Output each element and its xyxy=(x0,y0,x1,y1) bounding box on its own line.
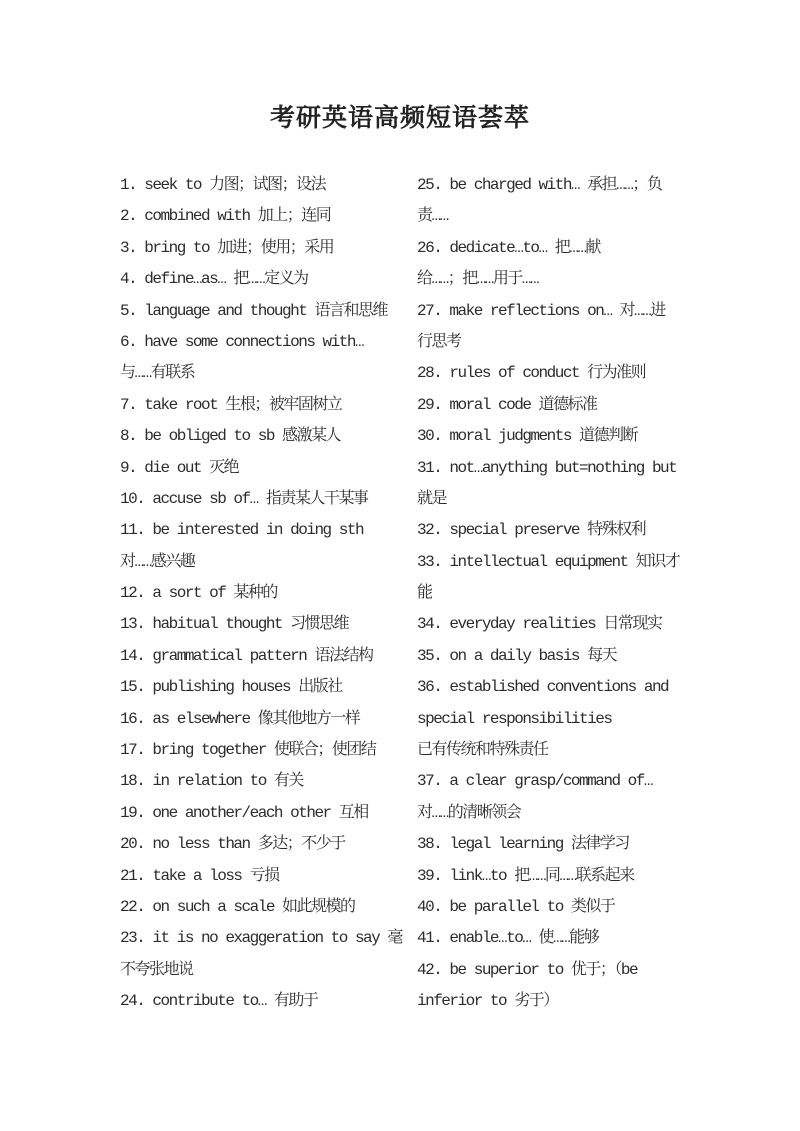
phrase-line: 12. a sort of 某种的 xyxy=(120,584,277,603)
phrase-line: 能 xyxy=(417,584,432,603)
phrase-line: 13. habitual thought 习惯思维 xyxy=(120,615,349,634)
phrase-line: 9. die out 灭绝 xyxy=(120,458,239,477)
phrase-line: 10. accuse sb of… 指责某人干某事 xyxy=(120,489,368,508)
phrase-line: 已有传统和特殊责任 xyxy=(417,741,548,760)
phrase-line: 18. in relation to 有关 xyxy=(120,772,303,791)
phrase-line: 6. have some connections with… xyxy=(120,332,364,351)
phrase-line: 对……感兴趣 xyxy=(120,552,195,571)
phrase-line: 14. grammatical pattern 语法结构 xyxy=(120,646,373,665)
phrase-line: 8. be obliged to sb 感激某人 xyxy=(120,427,341,446)
phrase-line: 31. not…anything but=nothing but xyxy=(417,458,677,477)
phrase-line: 35. on a daily basis 每天 xyxy=(417,646,617,665)
phrase-line: 28. rules of conduct 行为准则 xyxy=(417,364,646,383)
phrase-line: 32. special preserve 特殊权利 xyxy=(417,521,646,540)
phrase-line: 29. moral code 道德标准 xyxy=(417,395,597,414)
phrase-line: 21. take a loss 亏损 xyxy=(120,866,279,885)
phrase-line: 33. intellectual equipment 知识才 xyxy=(417,552,680,571)
phrase-line: 责…… xyxy=(417,207,448,226)
phrase-line: 22. on such a scale 如此规模的 xyxy=(120,897,355,916)
phrase-column-right xyxy=(417,170,727,1018)
document-title: 考研英语高频短语荟萃 xyxy=(269,104,530,132)
phrase-line: 不夸张地说 xyxy=(120,960,193,979)
phrase-line: 26. dedicate…to… 把……献 xyxy=(417,238,600,257)
phrase-line: 16. as elsewhere 像其他地方一样 xyxy=(120,709,360,728)
phrase-line: 24. contribute to… 有助于 xyxy=(120,992,318,1011)
phrase-line: 27. make reflections on… 对……进 xyxy=(417,301,665,320)
phrase-line: 4. define…as… 把……定义为 xyxy=(120,270,308,289)
phrase-line: 5. language and thought 语言和思维 xyxy=(120,301,387,320)
phrase-line: 行思考 xyxy=(417,332,461,351)
phrase-line: 39. link…to 把……同……联系起来 xyxy=(417,866,634,885)
phrase-line: 1. seek to 力图；试图；设法 xyxy=(120,176,326,194)
phrase-line: 就是 xyxy=(417,489,447,508)
phrase-line: 17. bring together 使联合；使团结 xyxy=(120,741,376,760)
phrase-line: 37. a clear grasp/command of… xyxy=(417,772,652,791)
phrase-line: 38. legal learning 法律学习 xyxy=(417,835,629,854)
phrase-line: 34. everyday realities 日常现实 xyxy=(417,615,662,634)
phrase-line: 对……的清晰领会 xyxy=(417,803,521,822)
phrase-line: 19. one another/each other 互相 xyxy=(120,803,368,822)
phrase-line: 3. bring to 加进；使用；采用 xyxy=(120,238,334,257)
phrase-line: inferior to 劣于） xyxy=(417,992,558,1011)
phrase-line: 30. moral judgments 道德判断 xyxy=(417,427,638,446)
phrase-column-left xyxy=(120,170,414,1018)
phrase-line: 23. it is no exaggeration to say 毫 xyxy=(120,929,402,948)
phrase-line: 25. be charged with… 承担……；负 xyxy=(417,176,662,194)
phrase-line: 与……有联系 xyxy=(120,364,195,383)
phrase-line: 11. be interested in doing sth xyxy=(120,521,364,540)
phrase-line: 给……；把……用于…… xyxy=(417,270,539,289)
phrase-line: 40. be parallel to 类似于 xyxy=(417,897,615,916)
phrase-line: 41. enable…to… 使……能够 xyxy=(417,929,599,948)
phrase-line: 15. publishing houses 出版社 xyxy=(120,678,342,697)
phrase-line: 42. be superior to 优于；（be xyxy=(417,960,638,979)
phrase-line: special responsibilities xyxy=(417,709,612,728)
phrase-line: 20. no less than 多达；不少于 xyxy=(120,835,345,854)
phrase-line: 7. take root 生根；被牢固树立 xyxy=(120,395,342,414)
phrase-line: 36. established conventions and xyxy=(417,678,669,697)
phrase-line: 2. combined with 加上；连同 xyxy=(120,207,331,226)
